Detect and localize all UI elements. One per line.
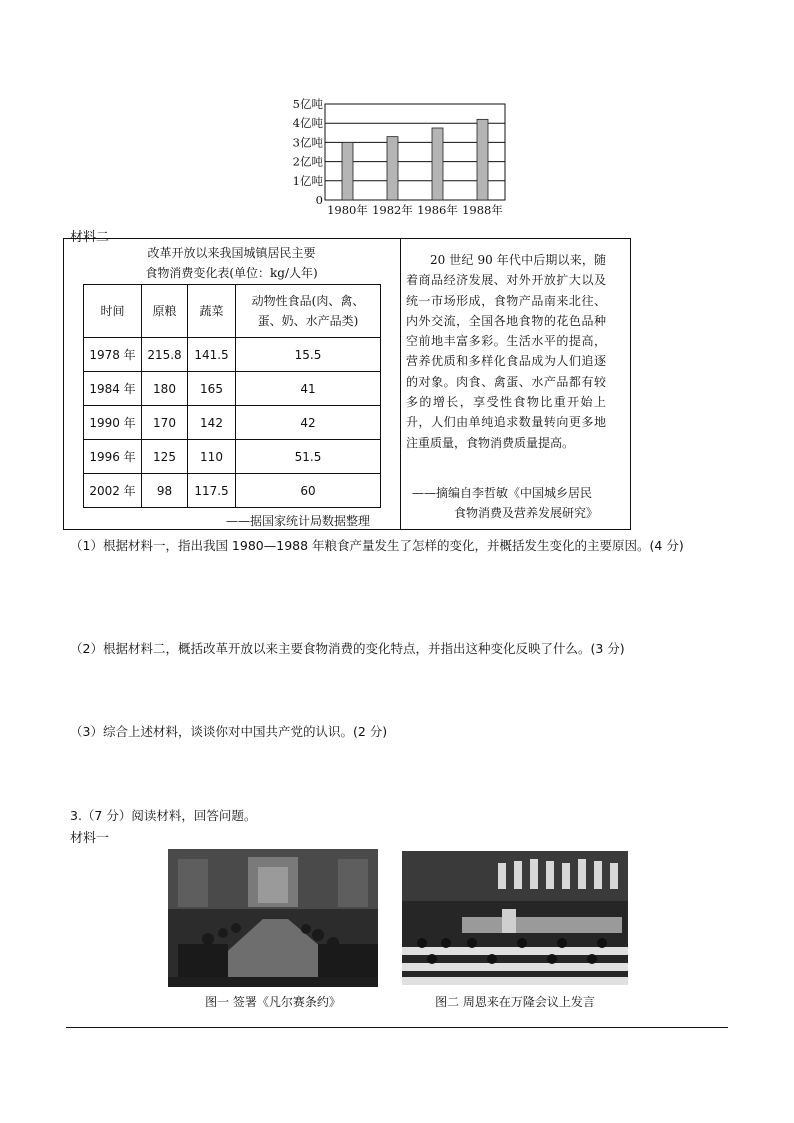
table-row [84, 440, 381, 474]
table-cell: 60 [236, 474, 381, 508]
header-cell: 动物性食品(肉、禽、蛋、奶、水产品类) [236, 285, 381, 338]
header-cell: 原粮 [142, 285, 188, 338]
question-3: （3）综合上述材料，谈谈你对中国共产党的认识。(2 分) [70, 724, 388, 739]
y-tick-label: 2亿吨 [292, 154, 323, 169]
excerpt-source-line1: ——摘编自李哲敏《中国城乡居民 [412, 486, 593, 500]
table-caption-line2: 食物消费变化表(单位：kg/人年) [145, 266, 318, 280]
table-cell: 42 [236, 406, 381, 440]
page-bottom-rule [66, 1027, 728, 1028]
y-tick-label: 5亿吨 [292, 97, 323, 111]
table-cell: 180 [142, 372, 188, 406]
table-cell: 141.5 [188, 338, 236, 372]
header-cell: 蔬菜 [188, 285, 236, 338]
material1-label: 材料一 [70, 831, 110, 846]
x-tick-label: 1986年 [417, 203, 458, 217]
table-cell: 1984 年 [84, 372, 142, 406]
material2-label: 材料二 [70, 230, 110, 245]
versailles-photo [168, 849, 378, 987]
table-cell: 15.5 [236, 338, 381, 372]
y-tick-label: 3亿吨 [292, 135, 323, 150]
table-row [84, 338, 381, 372]
table-cell: 98 [142, 474, 188, 508]
table-row [84, 474, 381, 508]
x-tick-label: 1988年 [462, 203, 503, 217]
table-cell: 1996 年 [84, 440, 142, 474]
table-row [84, 372, 381, 406]
y-tick-label: 4亿吨 [292, 116, 323, 131]
y-tick-label: 0 [315, 193, 323, 207]
table-caption-line1: 改革开放以来我国城镇居民主要 [147, 246, 316, 260]
question-2: （2）根据材料二，概括改革开放以来主要食物消费的变化特点，并指出这种变化反映了什么。(3 分) [70, 641, 625, 656]
table-cell: 110 [188, 440, 236, 474]
table-header-row [84, 285, 381, 338]
table-cell: 1990 年 [84, 406, 142, 440]
bar [432, 128, 443, 200]
photo2-caption: 图二 周恩来在万隆会议上发言 [435, 995, 595, 1009]
bandung-conference-photo [402, 851, 628, 985]
grain-output-bar-chart [286, 96, 516, 226]
photo1-caption: 图一 签署《凡尔赛条约》 [205, 995, 341, 1009]
table-row [84, 406, 381, 440]
table-source: ——据国家统计局数据整理 [226, 514, 371, 528]
header-cell: 时间 [84, 285, 142, 338]
material2-divider [400, 238, 401, 530]
bar [342, 142, 353, 200]
table-cell: 1978 年 [84, 338, 142, 372]
table-cell: 125 [142, 440, 188, 474]
table-cell: 215.8 [142, 338, 188, 372]
table-cell: 142 [188, 406, 236, 440]
bar [387, 137, 398, 200]
table-cell: 170 [142, 406, 188, 440]
x-tick-label: 1982年 [372, 203, 413, 217]
table-cell: 41 [236, 372, 381, 406]
material2-excerpt: 20 世纪 90 年代中后期以来，随着商品经济发展、对外开放扩大以及统一市场形成，食物产品南来北往、内外交流，全国各地食物的花色品种空前地丰富多彩。生活水平的提高，营养优质和多样化食品成为人们追逐的对象。肉食、禽蛋、水产品都有较多的增长，享受性食物比重开始上升，人们由单纯追求数量转向更多地注重质量，食物消费质量提高。 [406, 253, 606, 450]
table-cell: 117.5 [188, 474, 236, 508]
table-cell: 165 [188, 372, 236, 406]
problem3-title: 3.（7 分）阅读材料，回答问题。 [70, 808, 257, 823]
table-cell: 2002 年 [84, 474, 142, 508]
question-1: （1）根据材料一，指出我国 1980—1988 年粮食产量发生了怎样的变化，并概括发生变化的主要原因。(4 分) [70, 538, 684, 553]
table-cell: 51.5 [236, 440, 381, 474]
x-tick-label: 1980年 [327, 203, 368, 217]
bar [477, 119, 488, 200]
y-tick-label: 1亿吨 [292, 173, 323, 188]
excerpt-source-line2: 食物消费及营养发展研究》 [454, 506, 599, 520]
food-consumption-table [83, 284, 381, 508]
